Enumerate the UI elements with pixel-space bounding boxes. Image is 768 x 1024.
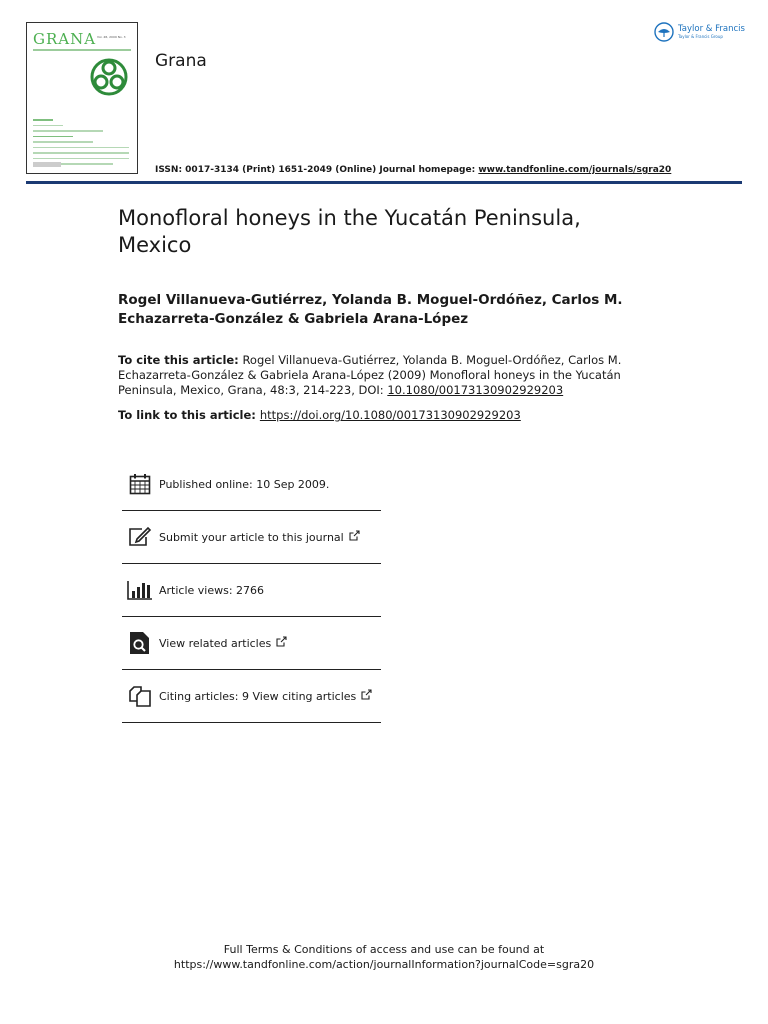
publisher-logo[interactable] [654, 22, 745, 42]
published-row [122, 458, 381, 511]
cover-emblem-icon [89, 57, 129, 97]
external-link-icon [361, 689, 372, 700]
article-views-row [122, 564, 381, 617]
submit-article-link[interactable]: Submit your article to this journal [159, 531, 344, 544]
publisher-sub: Taylor & Francis Group [678, 33, 723, 39]
citation-block [118, 353, 638, 398]
issn-line [155, 165, 671, 175]
article-authors: Rogel Villanueva-Gutiérrez, Yolanda B. Moguel-Ordóñez, Carlos M. Echazarreta-González & Gabriela Arana-López [118, 292, 623, 327]
article-doi-link[interactable]: https://doi.org/10.1080/00173130902929203 [259, 408, 521, 422]
related-articles-row[interactable] [122, 617, 381, 670]
issn-text: ISSN: 0017-3134 (Print) 1651-2049 (Online) Journal homepage: [155, 165, 479, 175]
cover-subtitle-bar [33, 49, 131, 51]
external-link-icon [276, 636, 287, 647]
submit-article-row[interactable] [122, 511, 381, 564]
article-views: Article views: 2766 [159, 583, 265, 597]
published-date: Published online: 10 Sep 2009. [159, 477, 330, 491]
terms-footer [0, 942, 768, 972]
cover-publisher-mark [33, 162, 61, 167]
article-info-list [122, 458, 381, 723]
cover-title: GRANA [33, 30, 97, 48]
search-document-icon [127, 630, 153, 656]
terms-line: Full Terms & Conditions of access and use can be found at [223, 943, 545, 956]
cover-volume: Vol. 48, 2009 No. 3 [97, 35, 126, 39]
cite-label: To cite this article: [118, 353, 239, 367]
citing-articles-link[interactable]: Citing articles: 9 View citing articles [159, 690, 357, 703]
journal-cover-image[interactable] [26, 22, 138, 174]
external-link-icon [349, 530, 360, 541]
related-articles-link[interactable]: View related articles [159, 637, 272, 650]
article-title: Monofloral honeys in the Yucatán Peninsula, Mexico [118, 206, 581, 257]
edit-icon [127, 524, 153, 550]
cite-text: Rogel Villanueva-Gutiérrez, Yolanda B. Moguel-Ordóñez, Carlos M. Echazarreta-González & Gabriela Arana-López (2009) Monofloral honeys in the Yucatán Peninsula, Mexico, Grana, 48:3, 214-223, DOI: [118, 353, 622, 397]
bar-chart-icon [127, 577, 153, 603]
article-link-block [118, 408, 638, 423]
calendar-icon [127, 471, 153, 497]
header-divider [26, 181, 742, 184]
taylor-francis-icon [654, 22, 674, 42]
cite-doi-link[interactable]: 10.1080/00173130902929203 [387, 383, 564, 397]
link-label: To link to this article: [118, 408, 260, 422]
journal-name: Grana [155, 51, 207, 71]
publisher-name: Taylor & Francis [678, 24, 745, 35]
citing-articles-row[interactable] [122, 670, 381, 723]
copy-icon [127, 683, 153, 709]
journal-homepage-link[interactable]: www.tandfonline.com/journals/sgra20 [478, 165, 672, 175]
terms-url[interactable]: https://www.tandfonline.com/action/journalInformation?journalCode=sgra20 [173, 958, 595, 971]
